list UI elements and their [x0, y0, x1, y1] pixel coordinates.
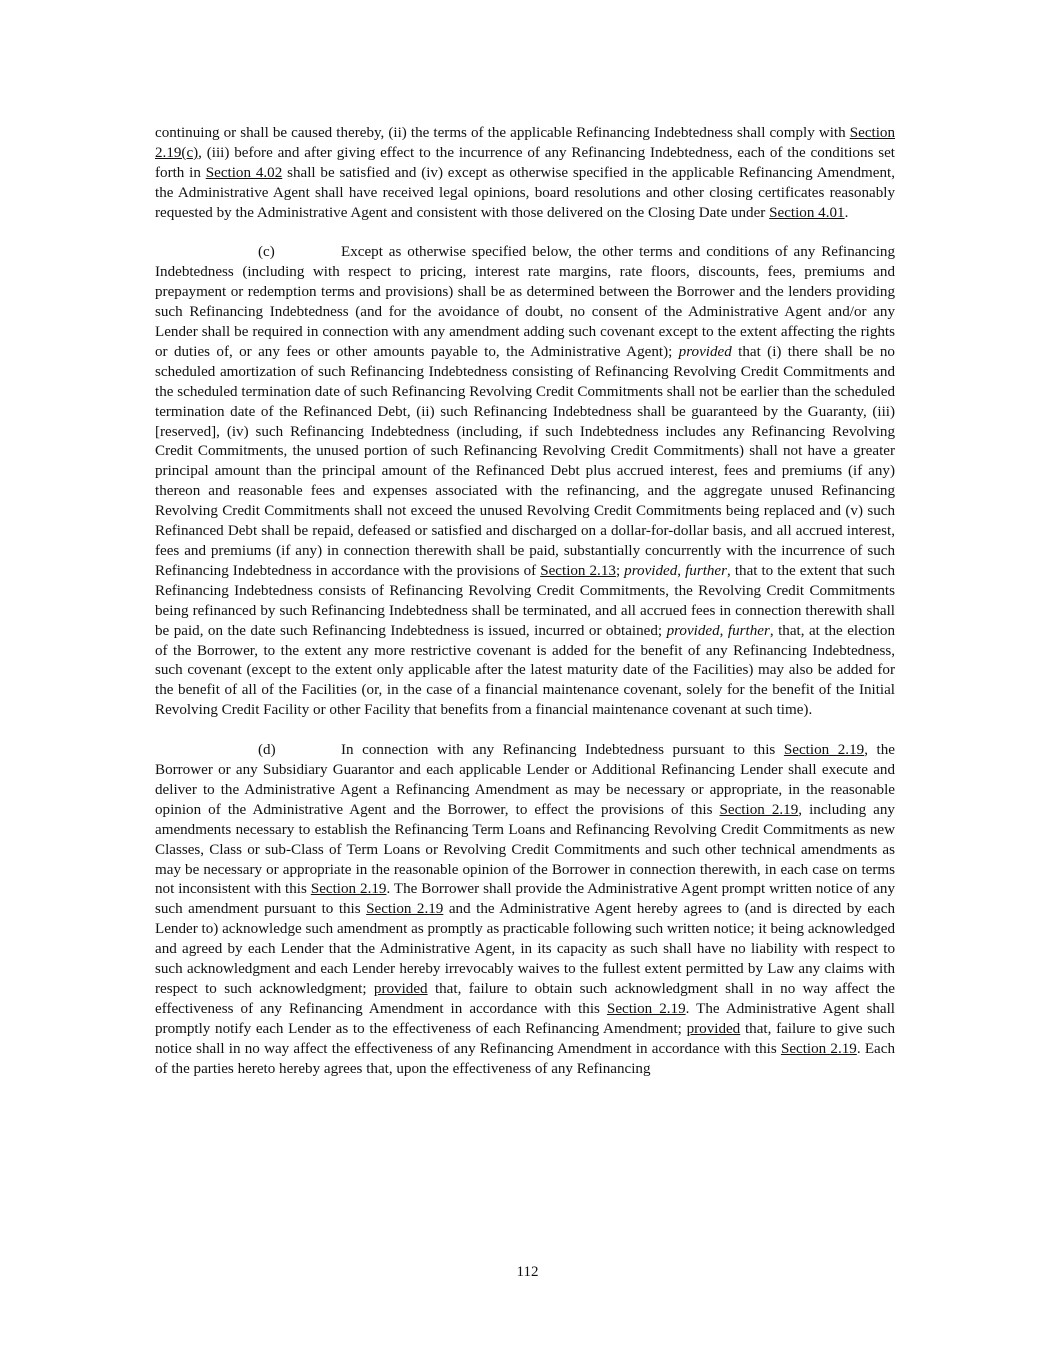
text-run: that, failure to give such notice shall in no way affect the effectiveness of any Refinancing Amendment in accordance with this	[155, 1020, 895, 1057]
section-reference: Section 2.19	[719, 801, 799, 818]
text-run: , including any amendments necessary to establish the Refinancing Term Loans and Refinancing Revolving Credit Commitments as new Classes, Class or sub-Class of Term Loans or Revolving Credit Commitments and such other technical amendments as may be necessary or appropriate in the reasonable opinion of the Borrower in connection therewith, in each case on terms not inconsistent with this	[155, 801, 895, 898]
section-reference: Section 2.19	[310, 881, 387, 898]
section-reference: Section 2.19(c)	[155, 125, 895, 161]
paragraph-label: (c)	[258, 244, 275, 261]
emphasized-term: further	[685, 562, 728, 579]
emphasized-term: further	[727, 622, 770, 639]
page-number: 112	[516, 1264, 539, 1280]
paragraph-label: (d)	[258, 742, 276, 759]
paragraph-c	[155, 243, 895, 721]
text-run: . The Borrower shall provide the Administrative Agent prompt written notice of any such amendment pursuant to this	[155, 881, 895, 918]
section-reference: Section 2.13	[540, 562, 616, 579]
text-run: that, failure to obtain such acknowledgment shall in no way affect the effectiveness of any Refinancing Amendment in accordance with this	[155, 980, 895, 1017]
paragraph-d	[155, 741, 895, 1079]
text-run: , (iii) before and after giving effect to the incurrence of any Refinancing Indebtedness, each of the conditions set forth in	[155, 144, 895, 181]
text-run: , that, at the election of the Borrower, to the extent any more restrictive covenant is added for the benefit of any Refinancing Indebtedness, such covenant (except to the extent only applicable after the latest maturity date of the Facilities) may also be added for the benefit of all of the Facilities (or, in the case of a financial maintenance covenant, solely for the benefit of the Initial Revolving Credit Facility or other Facility that benefits from a financial maintenance covenant at such time).	[155, 622, 895, 719]
text-run: In connection with any Refinancing Indebtedness pursuant to this	[341, 742, 784, 759]
emphasized-term: provided	[666, 622, 720, 639]
emphasized-term: provided	[373, 980, 428, 997]
text-run: that (i) there shall be no scheduled amortization of such Refinancing Indebtedness consisting of Refinancing Revolving Credit Commitments and the scheduled termination date of such Refinancing Revolving Credit Commitments shall not be earlier than the scheduled termination date of the Refinanced Debt, (ii) such Refinancing Indebtedness shall be guaranteed by the Guaranty, (iii) [reserved], (iv) such Refinancing Indebtedness (including, if such Indebtedness includes any Refinancing Revolving Credit Commitments, the unused portion of such Refinancing Revolving Credit Commitments) shall not have a greater principal amount than the principal amount of the Refinanced Debt plus accrued interest, fees and premiums (if any) thereon and reasonable fees and expenses associated with the refinancing, and the aggregate unused Refinancing Revolving Credit Commitments shall not exceed the unused Revolving Credit Commitments being replaced and (v) such Refinanced Debt shall be repaid, defeased or satisfied and discharged on a dollar-for-dollar basis, and all accrued interest, fees and premiums (if any) in connection therewith shall be paid, substantially concurrently with the incurrence of such Refinancing Indebtedness in accordance with the provisions of	[155, 343, 895, 579]
text-run: shall be satisfied and (iv) except as otherwise specified in the applicable Refinancing Amendment, the Administrative Agent shall have received legal opinions, board resolutions and other closing certificates reasonably requested by the Administrative Agent and consistent with those delivered on the Closing Date under	[155, 164, 895, 221]
section-reference: Section 2.19	[783, 742, 865, 759]
emphasized-term: provided	[678, 343, 732, 360]
text-run: , that to the extent that such Refinancing Indebtedness consists of Refinancing Revolving Credit Commitments, the Revolving Credit Commitments being refinanced by such Refinancing Indebtedness shall be terminated, and all accrued fees in connection therewith shall be paid, on the date such Refinancing Indebtedness is issued, incurred or obtained;	[155, 562, 895, 639]
text-run: ,	[677, 562, 686, 579]
document-body	[155, 124, 895, 1099]
section-reference: Section 2.19	[366, 901, 444, 918]
text-run: Except as otherwise specified below, the other terms and conditions of any Refinancing Indebtedness (including with respect to pricing, interest rate margins, rate floors, discounts, fees, premiums and prepayment or redemption terms and provisions) shall be as determined between the Borrower and the lenders providing such Refinancing Indebtedness (and for the avoidance of doubt, no consent of the Administrative Agent and/or any Lender shall be required in connection with any amendment adding such covenant except to the extent affecting the rights or duties of, or any fees or other amounts payable to, the Administrative Agent);	[155, 244, 895, 360]
text-run: continuing or shall be caused thereby, (ii) the terms of the applicable Refinancing Indebtedness shall comply with	[155, 125, 850, 141]
section-reference: Section 2.19	[606, 1000, 686, 1017]
section-reference: Section 2.19	[780, 1040, 857, 1057]
text-run: and the Administrative Agent hereby agrees to (and is directed by each Lender to) acknowledge such amendment as promptly as practicable following such written notice; it being acknowledged and agreed by each Lender that the Administrative Agent, in its capacity as such shall have no liability with respect to such acknowledgment and each Lender hereby irrevocably waives to the fullest extent permitted by Law any claims with respect to such acknowledgment;	[155, 901, 895, 997]
emphasized-term: provided	[624, 562, 678, 579]
text-run: ,	[719, 622, 728, 639]
text-run: . The Administrative Agent shall promptly notify each Lender as to the effectiveness of each Refinancing Amendment;	[155, 1000, 895, 1037]
text-run: , the Borrower or any Subsidiary Guarantor and each applicable Lender or Additional Refinancing Lender shall execute and deliver to the Administrative Agent a Refinancing Amendment as may be necessary or appropriate, in the reasonable opinion of the Administrative Agent and the Borrower, to effect the provisions of this	[155, 742, 895, 818]
section-reference: Section 4.01	[769, 204, 845, 221]
text-run: .	[844, 204, 849, 221]
text-run: ;	[615, 562, 625, 579]
text-run: . Each of the parties hereto hereby agrees that, upon the effectiveness of any Refinancing	[155, 1040, 895, 1077]
paragraph	[155, 124, 895, 224]
emphasized-term: provided	[686, 1020, 741, 1037]
section-reference: Section 4.02	[205, 164, 283, 181]
